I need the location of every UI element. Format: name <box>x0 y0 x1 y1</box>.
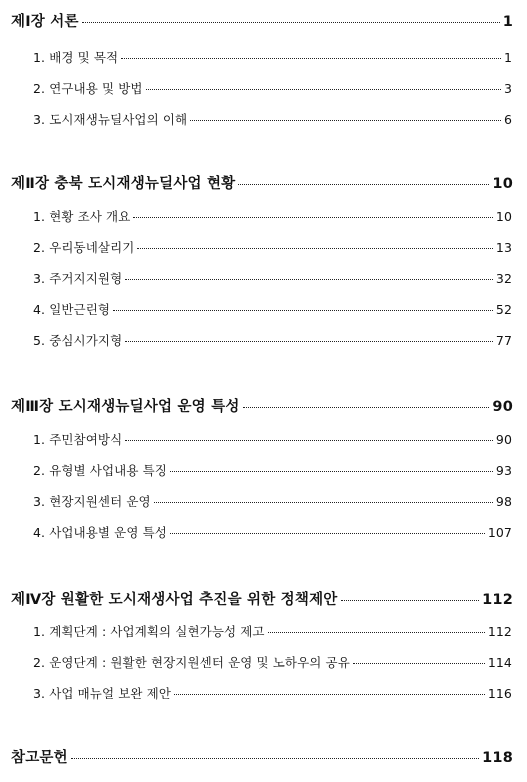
page-number: 114 <box>487 655 512 670</box>
page-number: 98 <box>495 494 512 509</box>
page-number: 112 <box>482 592 513 608</box>
dot-leader <box>243 407 490 408</box>
section-title: 1. 주민참여방식 <box>33 432 123 447</box>
page-number: 90 <box>492 399 513 415</box>
dot-leader <box>268 632 485 633</box>
section-title: 3. 주거지지원형 <box>33 271 123 286</box>
section-entry[interactable] <box>33 523 512 541</box>
dot-leader <box>71 758 479 759</box>
section-title: 1. 계획단계 : 사업계획의 실현가능성 제고 <box>33 624 265 639</box>
section-title: 3. 사업 매뉴얼 보완 제안 <box>33 686 171 701</box>
section-entry[interactable] <box>33 269 512 287</box>
chapter-title: 제Ⅰ장 서론 <box>11 14 79 30</box>
section-title: 1. 배경 및 목적 <box>33 50 119 65</box>
chapter-title: 제Ⅳ장 원활한 도시재생사업 추진을 위한 정책제안 <box>11 592 338 608</box>
dot-leader <box>341 600 480 601</box>
page-number: 32 <box>495 271 512 286</box>
page-number: 3 <box>503 81 512 96</box>
section-entry[interactable] <box>33 110 512 128</box>
chapter-title: 제Ⅲ장 도시재생뉴딜사업 운영 특성 <box>11 399 240 415</box>
section-title: 2. 유형별 사업내용 특징 <box>33 463 167 478</box>
page-number: 90 <box>495 432 512 447</box>
section-title: 4. 사업내용별 운영 특성 <box>33 525 167 540</box>
section-entry[interactable] <box>33 79 512 97</box>
section-title: 5. 중심시가지형 <box>33 333 123 348</box>
chapter-2-entry[interactable] <box>11 172 513 193</box>
section-title: 4. 일반근린형 <box>33 302 111 317</box>
chapter-3-entry[interactable] <box>11 395 513 416</box>
page-number: 77 <box>495 333 512 348</box>
section-title: 2. 우리동네살리기 <box>33 240 135 255</box>
page-number: 107 <box>487 525 512 540</box>
section-title: 3. 현장지원센터 운영 <box>33 494 151 509</box>
section-entry[interactable] <box>33 300 512 318</box>
dot-leader <box>125 341 493 342</box>
dot-leader <box>174 694 485 695</box>
section-entry[interactable] <box>33 622 512 640</box>
page-number: 52 <box>495 302 512 317</box>
page-number: 112 <box>487 624 512 639</box>
dot-leader <box>154 502 493 503</box>
section-entry[interactable] <box>33 461 512 479</box>
section-entry[interactable] <box>33 48 512 66</box>
dot-leader <box>125 279 493 280</box>
section-title: 2. 운영단계 : 원활한 현장지원센터 운영 및 노하우의 공유 <box>33 655 350 670</box>
dot-leader <box>82 22 500 23</box>
section-title: 2. 연구내용 및 방법 <box>33 81 143 96</box>
dot-leader <box>125 440 493 441</box>
dot-leader <box>190 120 501 121</box>
page-number: 13 <box>495 240 512 255</box>
page-number: 1 <box>503 50 512 65</box>
page-number: 118 <box>482 750 513 766</box>
page-number: 10 <box>492 176 513 192</box>
section-entry[interactable] <box>33 238 512 256</box>
dot-leader <box>170 471 493 472</box>
section-entry[interactable] <box>33 331 512 349</box>
section-entry[interactable] <box>33 684 512 702</box>
page-number: 10 <box>495 209 512 224</box>
chapter-4-entry[interactable] <box>11 588 513 609</box>
page-number: 93 <box>495 463 512 478</box>
dot-leader <box>121 58 501 59</box>
references-title: 참고문헌 <box>11 750 68 766</box>
page-number: 1 <box>502 14 513 30</box>
dot-leader <box>137 248 492 249</box>
references-entry[interactable] <box>11 746 513 767</box>
dot-leader <box>113 310 493 311</box>
section-title: 1. 현황 조사 개요 <box>33 209 131 224</box>
section-title: 3. 도시재생뉴딜사업의 이해 <box>33 112 188 127</box>
section-entry[interactable] <box>33 492 512 510</box>
dot-leader <box>238 184 489 185</box>
section-entry[interactable] <box>33 207 512 225</box>
dot-leader <box>146 89 501 90</box>
page-number: 116 <box>487 686 512 701</box>
dot-leader <box>170 533 485 534</box>
chapter-1-entry[interactable] <box>11 10 513 31</box>
section-entry[interactable] <box>33 653 512 671</box>
dot-leader <box>353 663 485 664</box>
page-number: 6 <box>503 112 512 127</box>
section-entry[interactable] <box>33 430 512 448</box>
chapter-title: 제Ⅱ장 충북 도시재생뉴딜사업 현황 <box>11 176 236 192</box>
dot-leader <box>133 217 492 218</box>
